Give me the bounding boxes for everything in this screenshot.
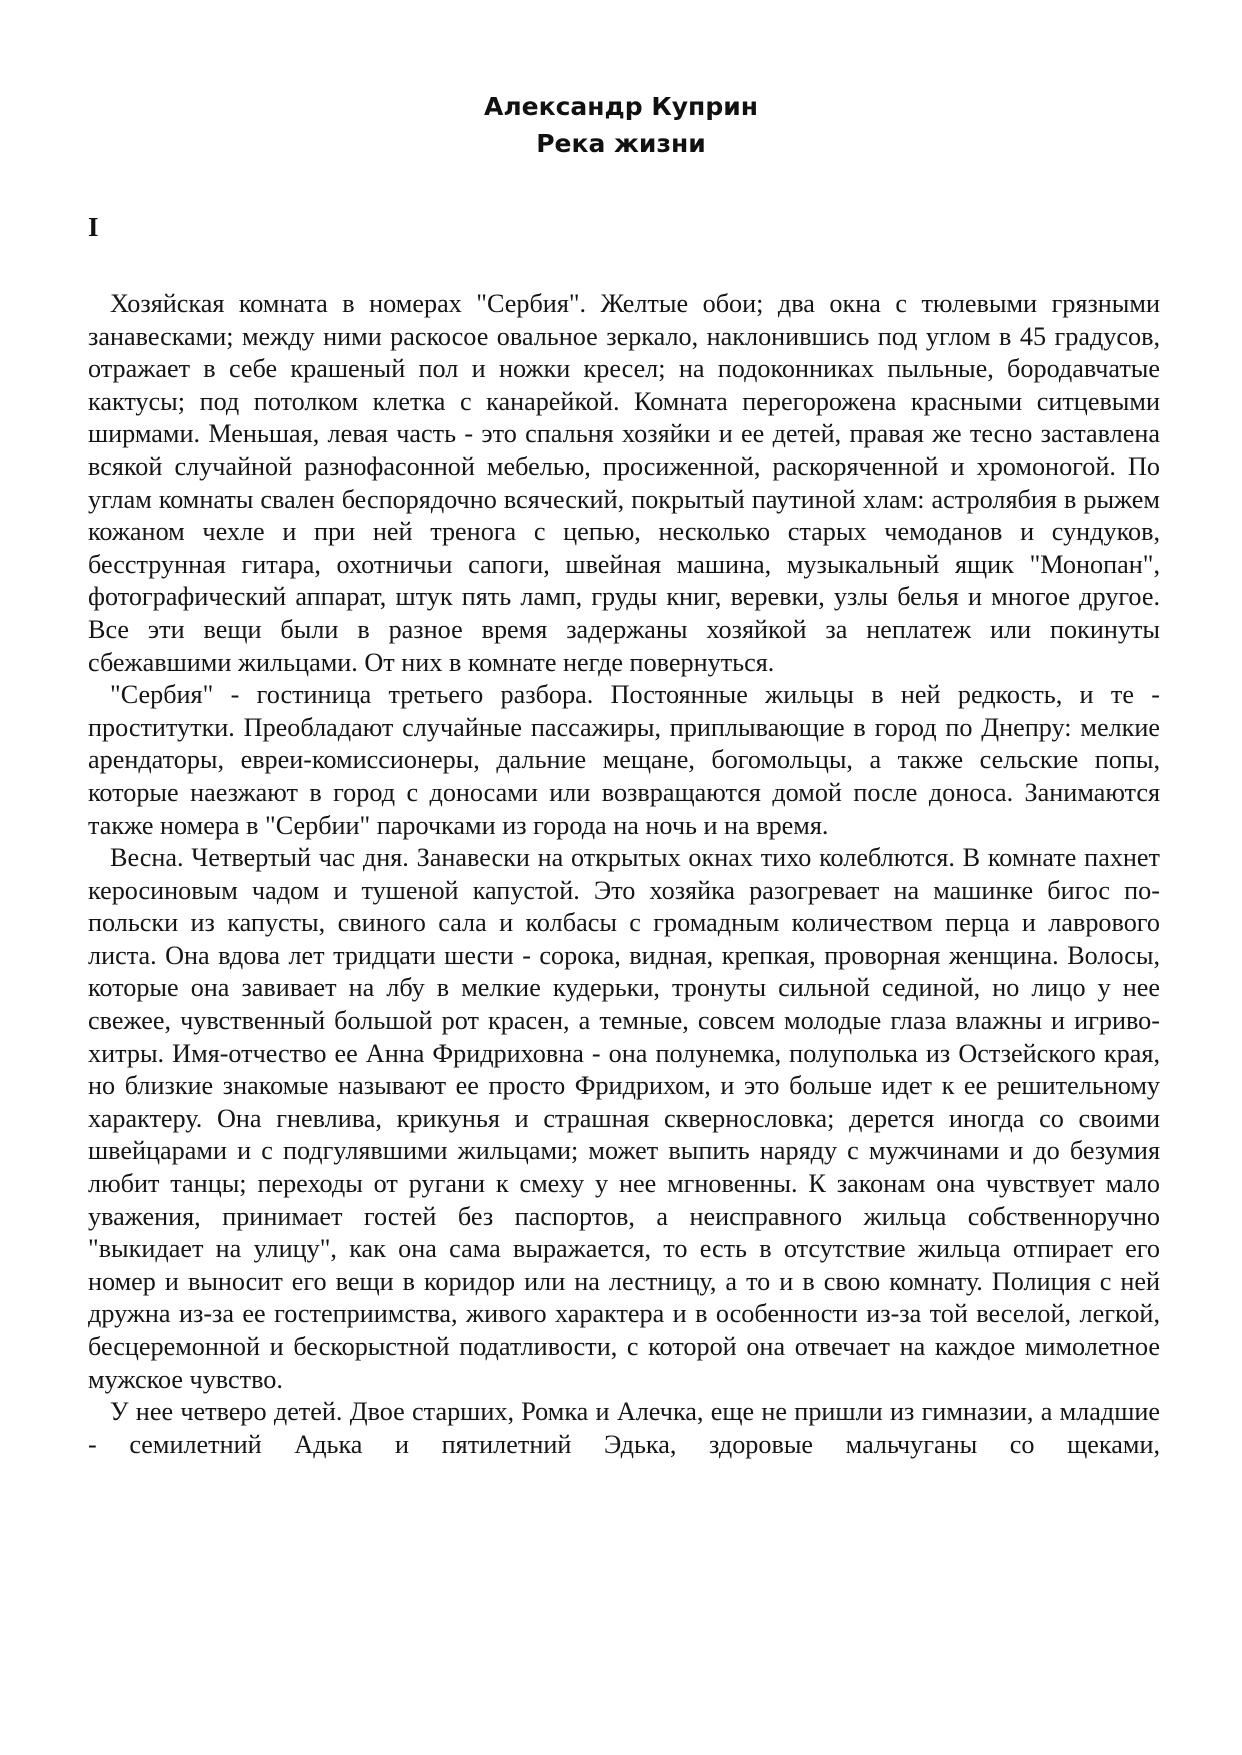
author-name: Александр Куприн (483, 92, 759, 121)
paragraph-1: Хозяйская комната в номерах "Сербия". Желтые обои; два окна с тюлевыми грязными занавесками; между ними раскосое овальное зеркало, наклонившись под углом в 45 градусов, отражает в себе крашеный пол и ножки кресел; на подоконниках пыльные, бородавчатые кактусы; под потолком клетка с канарейкой. Комната перегорожена красными ситцевыми ширмами. Меньшая, левая часть - это спальня хозяйки и ее детей, правая же тесно заставлена всякой случайной разнофасонной мебелью, просиженной, раскоряченной и хромоногой. По углам комнаты свален беспорядочно всяческий, покрытый паутиной хлам: астролябия в рыжем кожаном чехле и при ней тренога с цепью, несколько старых чемоданов и сундуков, бесструнная гитара, охотничьи сапоги, швейная машина, музыкальный ящик "Монопан", фотографический аппарат, штук пять ламп, груды книг, веревки, узлы белья и многое другое. Все эти вещи были в разное время задержаны хозяйкой за неплатеж или покинуты сбежавшими жильцами. От них в комнате негде повернуться. (88, 289, 1160, 677)
paragraph-4: У нее четверо детей. Двое старших, Ромка и Алечка, еще не пришли из гимназии, а младшие - семилетний Адька и пятилетний Эдька, здоровые мальчуганы со щеками, (88, 1397, 1160, 1459)
document-header (0, 88, 1242, 162)
body-text (88, 288, 1160, 1461)
paragraph-2: "Сербия" - гостиница третьего разбора. Постоянные жильцы в ней редкость, и те - проститутки. Преобладают случайные пассажиры, приплывающие в город по Днепру: мелкие арендаторы, евреи-комиссионеры, дальние мещане, богомольцы, а также сельские попы, которые наезжают в город с доносами или возвращаются домой после доноса. Занимаются также номера в "Сербии" парочками из города на ночь и на время. (88, 680, 1160, 840)
book-title: Река жизни (536, 129, 706, 158)
paragraph-3: Весна. Четвертый час дня. Занавески на открытых окнах тихо колеблются. В комнате пахнет керосиновым чадом и тушеной капустой. Это хозяйка разогревает на машинке бигос по-польски из капусты, свиного сала и колбасы с громадным количеством перца и лаврового листа. Она вдова лет тридцати шести - сорока, видная, крепкая, проворная женщина. Волосы, которые она завивает на лбу в мелкие кудерьки, тронуты сильной сединой, но лицо у нее свежее, чувственный большой рот красен, а темные, совсем молодые глаза влажны и игриво-хитры. Имя-отчество ее Анна Фридриховна - она полунемка, полуполька из Остзейского края, но близкие знакомые называют ее просто Фридрихом, и это больше идет к ее решительному характеру. Она гневлива, крикунья и страшная сквернословка; дерется иногда со своими швейцарами и с подгулявшими жильцами; может выпить наряду с мужчинами и до безумия любит танцы; переходы от ругани к смеху у нее мгновенны. К законам она чувствует мало уважения, принимает гостей без паспортов, а неисправного жильца собственноручно "выкидает на улицу", как она сама выражается, то есть в отсутствие жильца отпирает его номер и выносит его вещи в коридор или на лестницу, а то и в свою комнату. Полиция с ней дружна из-за ее гостеприимства, живого характера и в особенности из-за той веселой, легкой, бесцеремонной и бескорыстной податливости, с которой она отвечает на каждое мимолетное мужское чувство. (88, 843, 1160, 1394)
chapter-number: I (88, 212, 99, 242)
